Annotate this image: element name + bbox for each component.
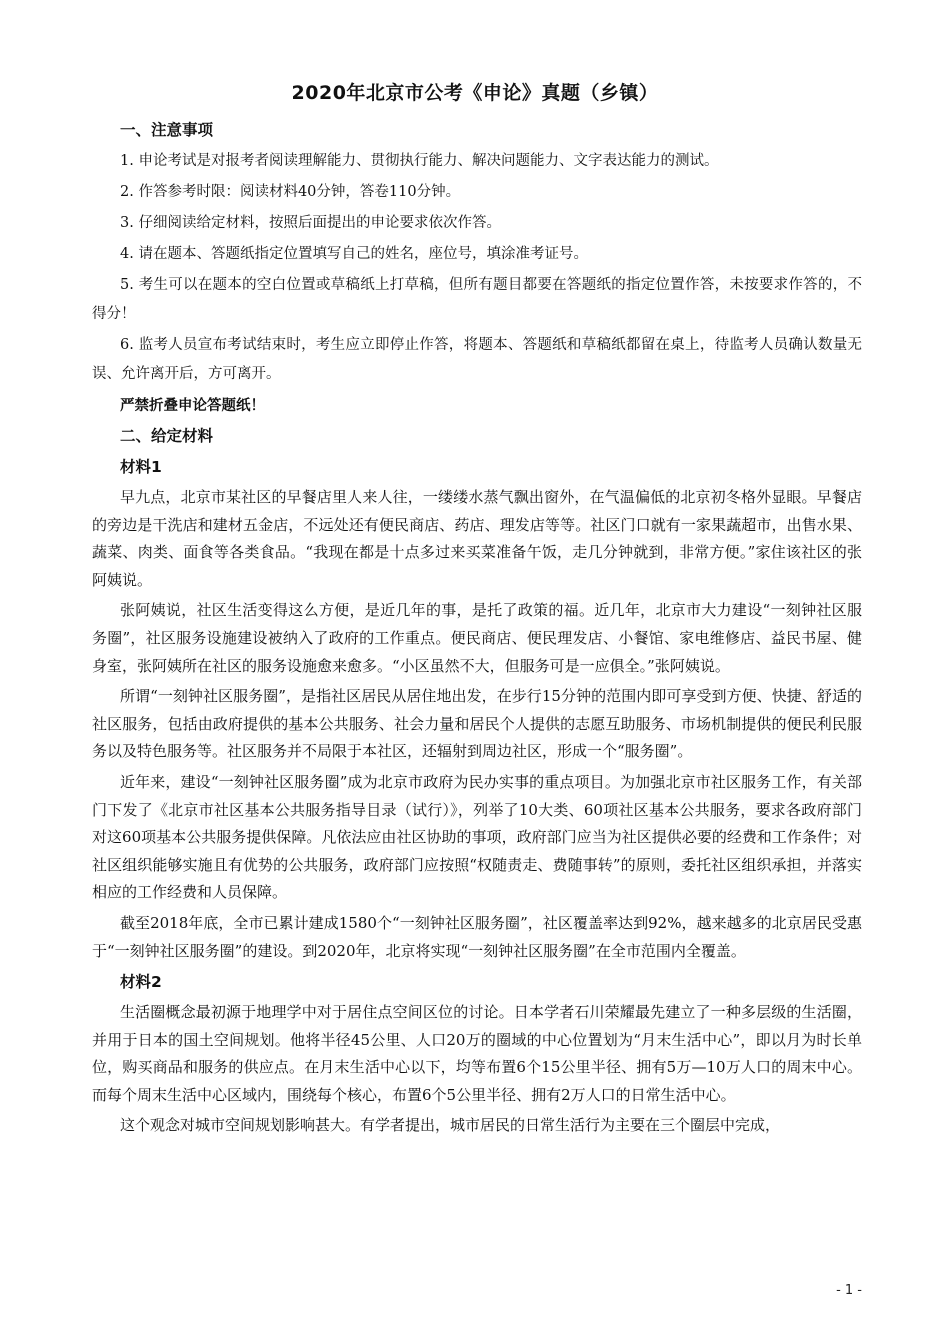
note-item: 4. 请在题本、答题纸指定位置填写自己的姓名，座位号，填涂准考证号。 [120,246,588,262]
warning-text: 严禁折叠申论答题纸！ [120,397,265,414]
material-paragraph: 这个观念对城市空间规划影响甚大。有学者提出，城市居民的日常生活行为主要在三个圈层中完成， [120,1116,781,1135]
note-item: 5. 考生可以在题本的空白位置或草稿纸上打草稿，但所有题目都要在答题纸的指定位置作答，未按要求作答的，不得分！ [92,277,862,322]
note-item: 3. 仔细阅读给定材料，按照后面提出的申论要求依次作答。 [120,215,501,231]
section-heading-notes: 一、注意事项 [120,121,214,139]
document-title: 2020年北京市公考《申论》真题（乡镇） [291,82,659,104]
document-body [92,116,862,1143]
section-heading-materials: 二、给定材料 [120,427,214,445]
note-item: 6. 监考人员宣布考试结束时，考生应立即停止作答，将题本、答题纸和草稿纸都留在桌上，待监考人员确认数量无误、允许离开后，方可离开。 [92,337,862,382]
page-number: - 1 - [836,1283,862,1298]
material-paragraph: 所谓“一刻钟社区服务圈”，是指社区居民从居住地出发，在步行15分钟的范围内即可享受到方便、快捷、舒适的社区服务，包括由政府提供的基本公共服务、社会力量和居民个人提供的志愿互助服务、市场机制提供的便民利民服务以及特色服务等。社区服务并不局限于本社区，还辐射到周边社区，形成一个“服务圈”。 [92,687,862,761]
material-paragraph: 近年来，建设“一刻钟社区服务圈”成为北京市政府为民办实事的重点项目。为加强北京市社区服务工作，有关部门下发了《北京市社区基本公共服务指导目录（试行）》，列举了10大类、60项社区基本公共服务，要求各政府部门对这60项基本公共服务提供保障。凡依法应由社区协助的事项，政府部门应当为社区提供必要的经费和工作条件；对社区组织能够实施且有优势的公共服务，政府部门应按照“权随责走、费随事转”的原则，委托社区组织承担，并落实相应的工作经费和人员保障。 [92,772,862,902]
material-paragraph: 早九点，北京市某社区的早餐店里人来人往，一缕缕水蒸气飘出窗外，在气温偏低的北京初冬格外显眼。早餐店的旁边是干洗店和建材五金店，不远处还有便民商店、药店、理发店等等。社区门口就有一家果蔬超市，出售水果、蔬菜、肉类、面食等各类食品。“我现在都是十点多过来买菜准备午饭，走几分钟就到，非常方便。”家住该社区的张阿姨说。 [92,488,862,589]
material-paragraph: 截至2018年底，全市已累计建成1580个“一刻钟社区服务圈”，社区覆盖率达到92%，越来越多的北京居民受惠于“一刻钟社区服务圈”的建设。到2020年，北京将实现“一刻钟社区服务圈”在全市范围内全覆盖。 [92,913,862,960]
note-item: 2. 作答参考时限：阅读材料40分钟，答卷110分钟。 [120,184,461,200]
material-title: 材料1 [120,458,162,476]
material-title: 材料2 [120,973,162,992]
material-paragraph: 生活圈概念最初源于地理学中对于居住点空间区位的讨论。日本学者石川荣耀最先建立了一种多层级的生活圈，并用于日本的国土空间规划。他将半径45公里、人口20万的圈域的中心位置划为“月末生活中心”，即以月为时长单位，购买商品和服务的供应点。在月末生活中心以下，均等布置6个15公里半径、拥有5万—10万人口的周末中心。而每个周末生活中心区域内，围绕每个核心，布置6个5公里半径、拥有2万人口的日常生活中心。 [92,1003,862,1104]
note-item: 1. 申论考试是对报考者阅读理解能力、贯彻执行能力、解决问题能力、文字表达能力的测试。 [120,153,719,169]
material-paragraph: 张阿姨说，社区生活变得这么方便，是近几年的事，是托了政策的福。近几年，北京市大力建设“一刻钟社区服务圈”，社区服务设施建设被纳入了政府的工作重点。便民商店、便民理发店、小餐馆、家电维修店、益民书屋、健身室，张阿姨所在社区的服务设施愈来愈多。“小区虽然不大，但服务可是一应俱全。”张阿姨说。 [92,601,862,675]
